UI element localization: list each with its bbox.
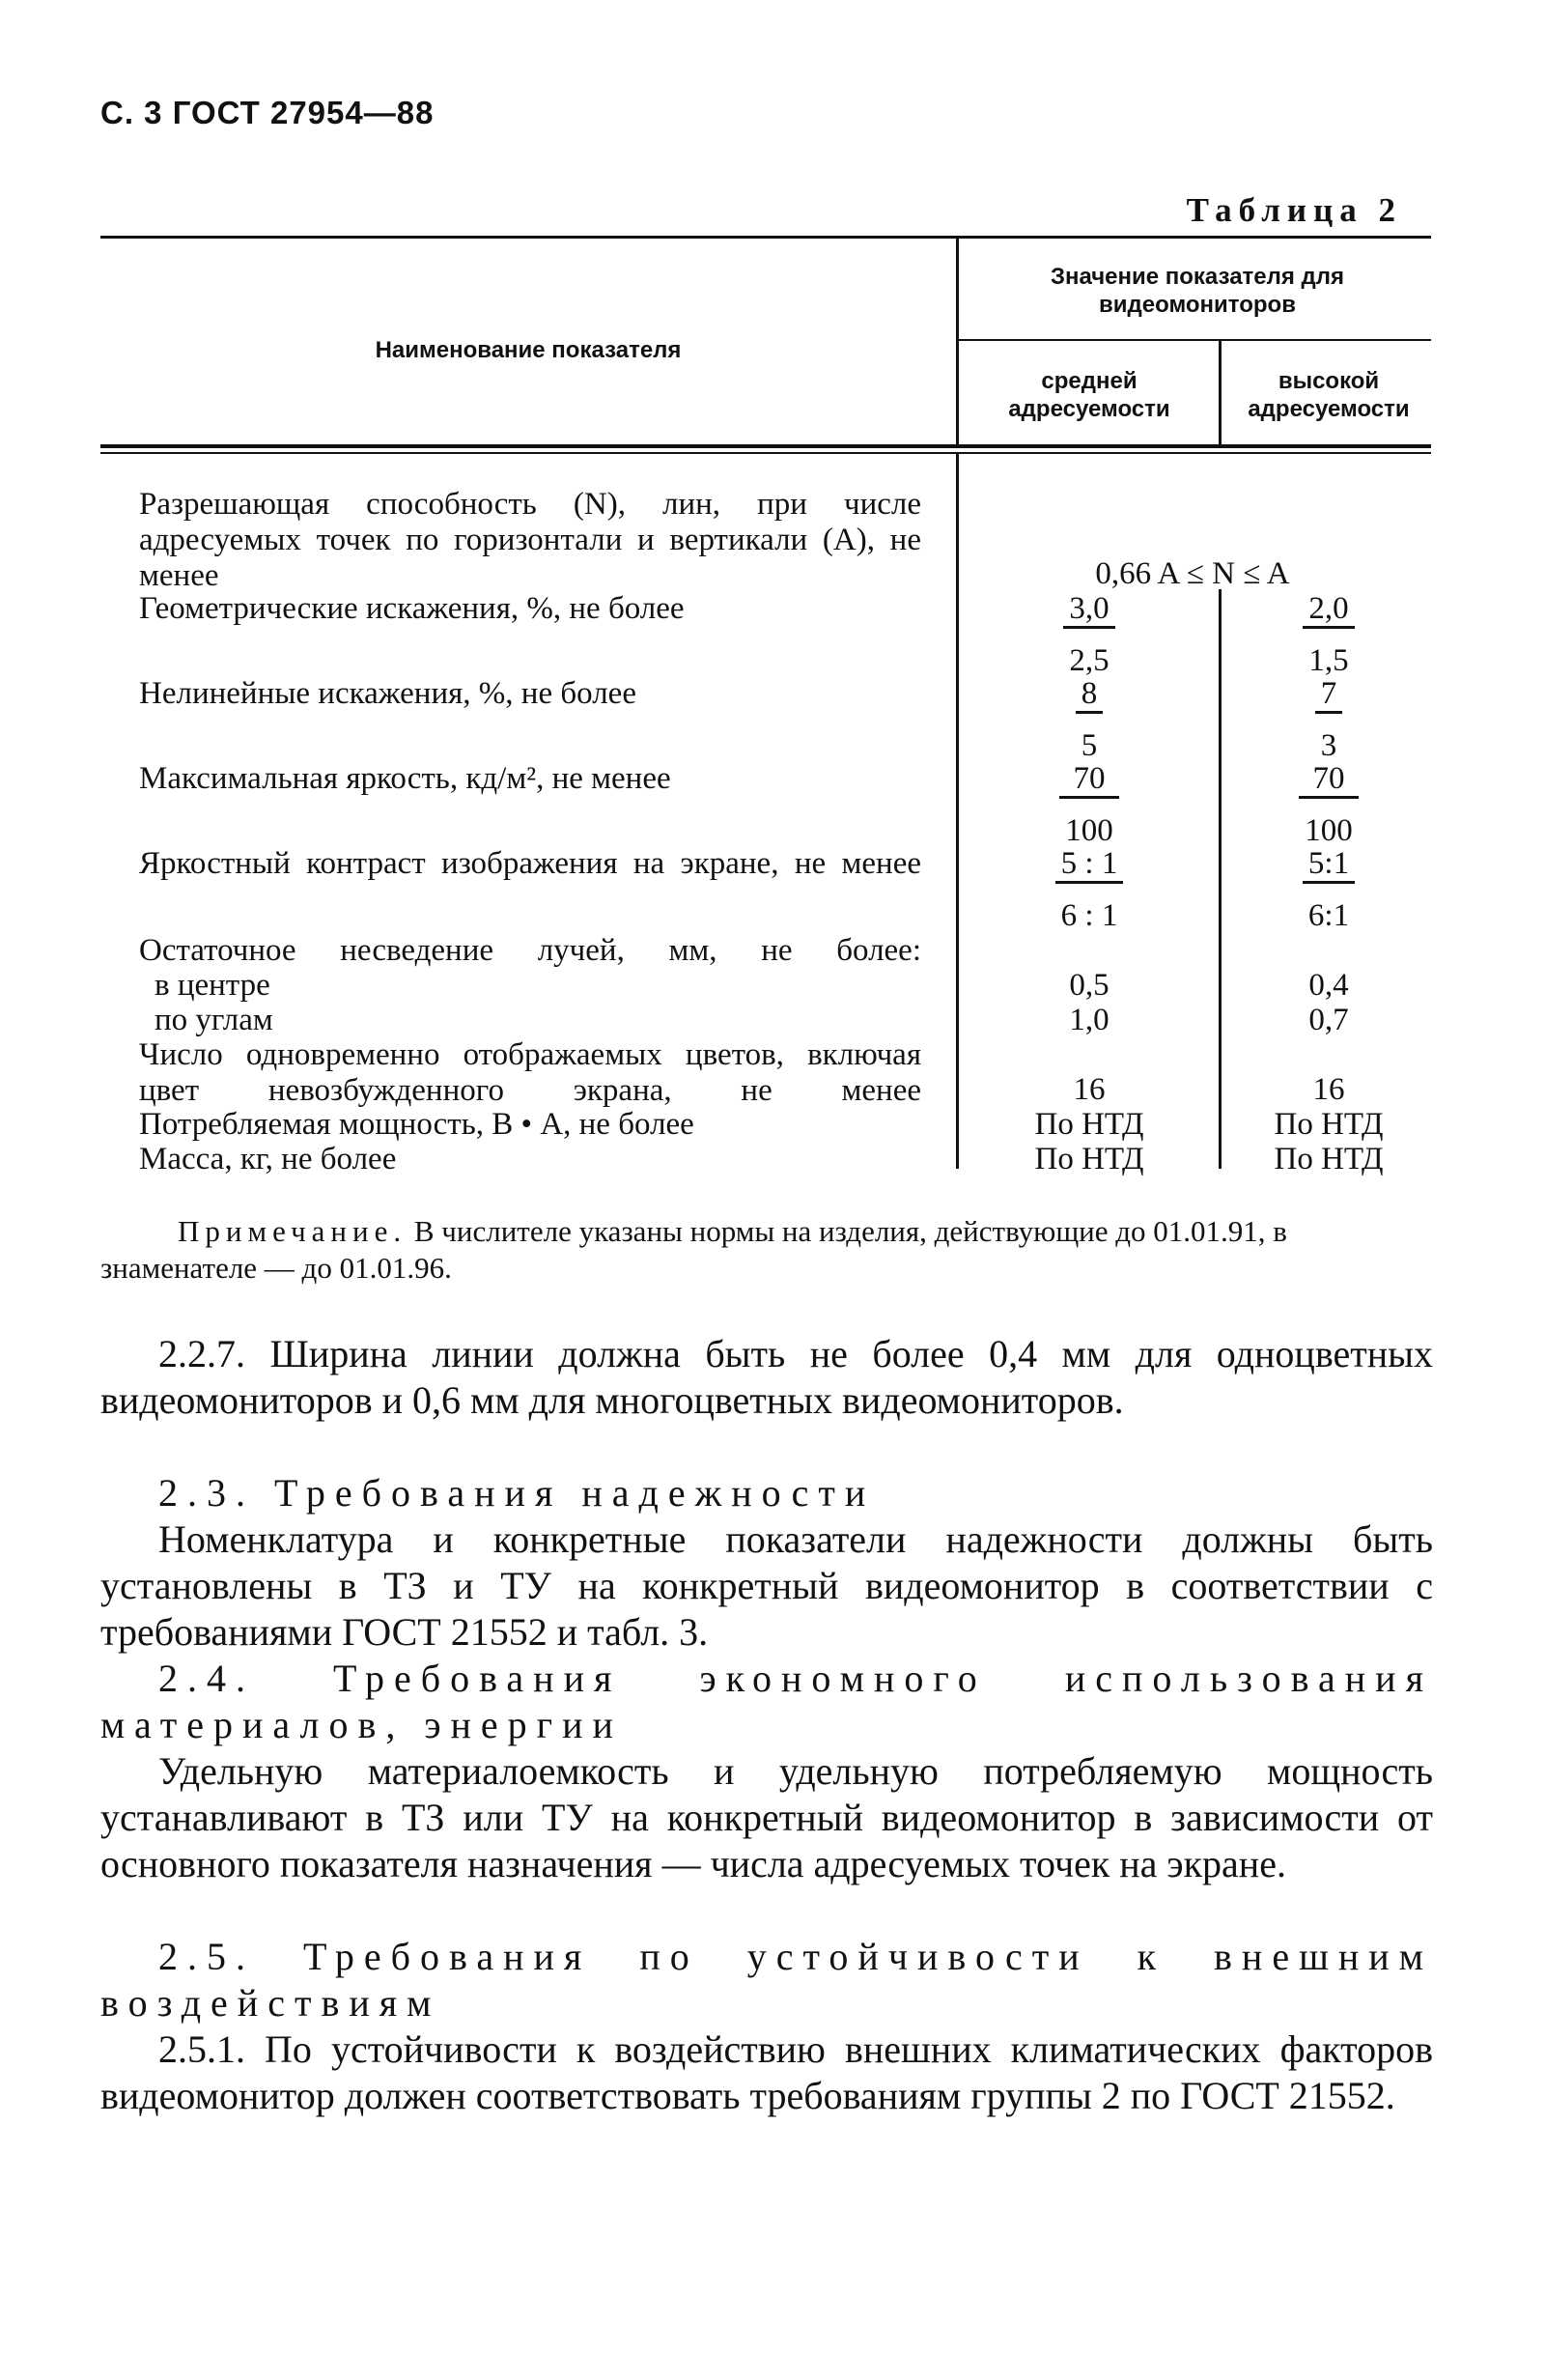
table-subheader-rule [956,339,1431,341]
table-header-divider [956,238,959,444]
table-caption: Таблица 2 [1186,191,1402,229]
row-contrast-high-num: 5:1 [1303,846,1355,884]
row-geometric-high-den: 1,5 [1308,643,1349,678]
section-2-2-7 [100,1331,1433,1424]
col-mid-header: средней адресуемости [1008,368,1170,422]
row-brightness-high-den: 100 [1305,813,1353,848]
row-contrast-high [1226,846,1431,934]
row-brightness-mid-num: 70 [1059,761,1119,799]
row-brightness-name: Максимальная яркость, кд/м², не менее [139,761,671,796]
note-text: В числителе указаны нормы на изделия, действующие до 01.01.91, в знаменателе — до 01.01.96. [100,1214,1287,1285]
table-subheader-divider [1219,341,1222,444]
section-2-4 [100,1748,1433,1887]
row-power-name: Потребляемая мощность, В • А, не более [139,1107,694,1142]
row-nonlinear-high-den: 3 [1320,728,1337,763]
row-center-name: в центре [154,968,270,1003]
section-2-3-title [100,1470,1433,1516]
row-contrast-high-den: 6:1 [1307,898,1350,933]
row-convergence-name: Остаточное несведение лучей, мм, не более: [139,933,921,968]
section-2-2-7-text: 2.2.7. Ширина линии должна быть не более 0,4 мм для одноцветных видеомониторов и 0,6 мм для многоцветных видеомониторов. [100,1332,1433,1422]
col-high-header: высокой адресуемости [1248,368,1410,422]
col-group-header: Значение показателя для видеомониторов [1050,264,1345,318]
table-header-rule [100,444,1431,448]
page-header: С. 3 ГОСТ 27954—88 [100,95,435,130]
note-label: Примечание. [178,1214,407,1248]
section-2-4-heading: 2.4. Требования экономного использования материалов, энергии [100,1657,1433,1746]
row-center-mid: 0,5 [1069,968,1110,1003]
row-geometric-mid-num: 3,0 [1063,591,1114,629]
col-name-header: Наименование показателя [375,337,682,363]
row-brightness-mid [962,761,1217,849]
section-2-4-text: Удельную материалоемкость и удельную потребляемую мощность устанавливают в ТЗ или ТУ на конкретный видеомонитор в зависимости от основного показателя назначения — числа адресуемых точек на экране. [100,1749,1433,1885]
section-2-5-heading: 2.5. Требования по устойчивости к внешним воздействиям [100,1935,1433,2025]
row-geometric-high [1226,591,1431,679]
row-colors-high: 16 [1312,1072,1345,1107]
row-brightness-high-num: 70 [1299,761,1359,799]
row-mass-high: По НТД [1274,1142,1384,1176]
row-contrast-mid-num: 5 : 1 [1055,846,1124,884]
table-header-rule-2 [100,452,1431,454]
table-note [100,1213,1433,1287]
table-body-divider-left [956,454,959,1169]
section-2-3 [100,1516,1433,1656]
section-2-4-title [100,1656,1433,1748]
row-nonlinear-mid-den: 5 [1081,728,1098,763]
row-nonlinear-name: Нелинейные искажения, %, не более [139,676,636,711]
row-mass-mid: По НТД [1034,1142,1144,1176]
row-power-mid: По НТД [1034,1107,1144,1142]
row-nonlinear-high [1226,676,1431,764]
row-geometric-high-num: 2,0 [1303,591,1354,629]
row-nonlinear-mid-num: 8 [1076,676,1104,714]
section-2-5-title [100,1934,1433,2026]
row-nonlinear-high-num: 7 [1315,676,1343,714]
row-corners-name: по углам [154,1003,273,1037]
row-corners-mid: 1,0 [1069,1003,1110,1037]
section-2-3-heading: 2.3. Требования надежности [158,1471,876,1515]
row-resolution-value: 0,66 A ≤ N ≤ A [1095,556,1290,591]
row-center-high: 0,4 [1308,968,1349,1003]
row-contrast-mid [962,846,1217,934]
row-contrast-name: Яркостный контраст изображения на экране, не менее [139,846,921,881]
row-geometric-name: Геометрические искажения, %, не более [139,591,685,626]
row-colors-name: Число одновременно отображаемых цветов, включая цвет невозбужденного экрана, не менее [139,1037,921,1108]
row-brightness-high [1226,761,1431,849]
row-nonlinear-mid [962,676,1217,764]
row-geometric-mid [962,591,1217,679]
row-mass-name: Масса, кг, не более [139,1142,397,1176]
row-power-high: По НТД [1274,1107,1384,1142]
section-2-5-1 [100,2026,1433,2119]
table-top-rule [100,236,1431,239]
row-geometric-mid-den: 2,5 [1069,643,1110,678]
row-corners-high: 0,7 [1308,1003,1349,1037]
row-resolution-name: Разрешающая способность (N), лин, при числе адресуемых точек по горизонтали и вертикали (А), не менее [139,487,921,593]
row-brightness-mid-den: 100 [1065,813,1113,848]
row-colors-mid: 16 [1073,1072,1106,1107]
section-2-3-text: Номенклатура и конкретные показатели надежности должны быть установлены в ТЗ и ТУ на конкретный видеомонитор в соответствии с требованиями ГОСТ 21552 и табл. 3. [100,1517,1433,1654]
section-2-5-1-text: 2.5.1. По устойчивости к воздействию внешних климатических факторов видеомонитор должен соответствовать требованиям группы 2 по ГОСТ 21552. [100,2027,1433,2117]
table-body-divider-right [1219,589,1222,1169]
row-contrast-mid-den: 6 : 1 [1060,898,1118,933]
